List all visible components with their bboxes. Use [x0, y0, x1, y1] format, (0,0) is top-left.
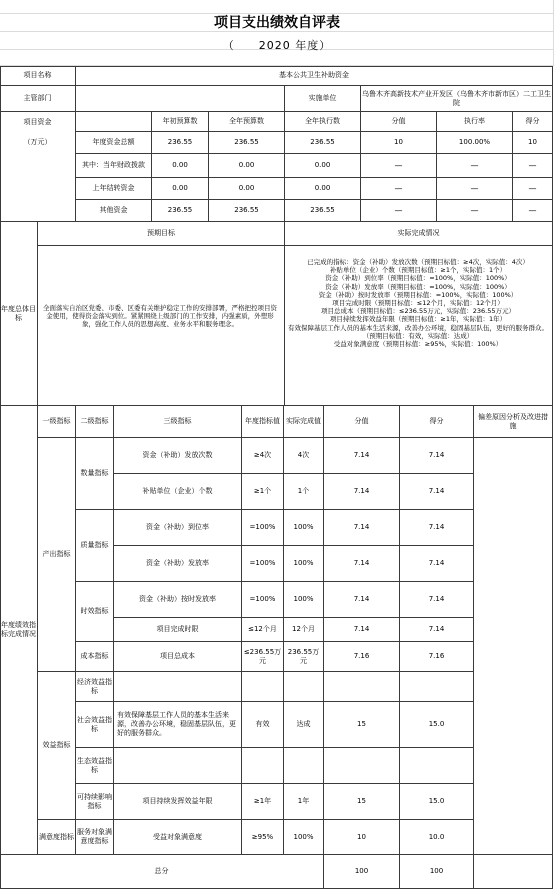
indicator-name: 项目总成本 — [114, 642, 242, 672]
ind-header: 二级指标 — [76, 406, 114, 438]
funds-cell: 10 — [513, 132, 553, 154]
total-label: 总分 — [0, 855, 324, 889]
funds-cell: 0.00 — [152, 178, 209, 200]
indicator-target: ≥1个 — [242, 474, 284, 510]
actual-line: 项目完成时限（预期目标值：≤12个月，实际值：12个月） — [332, 299, 504, 308]
indicator-actual: 100% — [284, 546, 324, 582]
indicator-score: 7.14 — [324, 546, 400, 582]
total-score: 100 — [324, 855, 400, 889]
l2-quality: 质量指标 — [76, 510, 114, 582]
goals-actual-header: 实际完成情况 — [285, 222, 553, 246]
ind-header: 偏差原因分析及改进措施 — [474, 406, 553, 438]
indicator-got: 7.14 — [400, 438, 474, 474]
dept-label: 主管部门 — [0, 86, 76, 112]
indicator-target: =100% — [242, 582, 284, 618]
project-name-label: 项目名称 — [0, 66, 76, 86]
funds-row-label: 其中：当年财政拨款 — [76, 154, 152, 178]
empty-cell — [324, 672, 400, 702]
goals-expected-cell — [38, 246, 285, 406]
indicator-target: 有效 — [242, 702, 284, 748]
indicator-actual: 12个月 — [284, 618, 324, 642]
l1-satisfaction: 满意度指标 — [38, 820, 76, 855]
funds-cell: 236.55 — [285, 132, 361, 154]
funds-row-label: 上年结转资金 — [76, 178, 152, 200]
indicator-score: 7.14 — [324, 474, 400, 510]
indicator-score: 7.14 — [324, 618, 400, 642]
funds-cell: 236.55 — [209, 132, 285, 154]
indicator-score: 15 — [324, 784, 400, 820]
funds-cell: 236.55 — [152, 200, 209, 222]
indicator-target: ≥1年 — [242, 784, 284, 820]
impl-label: 实施单位 — [285, 86, 361, 112]
page-title: 项目支出绩效自评表 — [214, 14, 340, 31]
funds-cell: — — [437, 200, 513, 222]
indicator-actual: 达成 — [284, 702, 324, 748]
indicator-got: 7.14 — [400, 618, 474, 642]
indicator-target: =100% — [242, 510, 284, 546]
indicator-got: 15.0 — [400, 784, 474, 820]
indicator-actual: 100% — [284, 820, 324, 855]
l2-social: 社会效益指标 — [76, 702, 114, 748]
indicator-name: 资金（补助）到位率 — [114, 510, 242, 546]
funds-label: 项目资金 — [0, 112, 76, 132]
funds-cell: 0.00 — [152, 154, 209, 178]
indicator-score: 7.14 — [324, 510, 400, 546]
actual-line: 资金（补助）发放率（预期目标值：=100%，实际值：100%） — [325, 282, 511, 291]
funds-cell: 100.00% — [437, 132, 513, 154]
funds-cell: — — [513, 178, 553, 200]
l2-quantity: 数量指标 — [76, 438, 114, 510]
project-name-value: 基本公共卫生补助资金 — [76, 66, 553, 86]
goals-expected-header: 预期目标 — [38, 222, 285, 246]
funds-col: 执行率 — [437, 112, 513, 132]
funds-col: 年初预算数 — [152, 112, 209, 132]
indicator-got: 7.14 — [400, 546, 474, 582]
dept-value — [76, 86, 285, 112]
indicator-actual: 100% — [284, 582, 324, 618]
funds-cell: 10 — [361, 132, 437, 154]
l1-output: 产出指标 — [38, 438, 76, 672]
actual-line: 补贴单位（企业）个数（预期目标值：≥1个，实际值：1个） — [329, 266, 507, 275]
indicator-name: 补贴单位（企业）个数 — [114, 474, 242, 510]
indicator-target: ≥4次 — [242, 438, 284, 474]
actual-line: 项目持续发挥效益年限（预期目标值：≥1年，实际值：1年） — [329, 315, 507, 324]
indicator-name: 受益对象满意度 — [114, 820, 242, 855]
funds-col: 全年执行数 — [285, 112, 361, 132]
empty-cell — [114, 672, 242, 702]
indicator-actual: 1个 — [284, 474, 324, 510]
funds-cell: — — [361, 154, 437, 178]
indicator-name: 有效保障基层工作人员的基本生活来源，改善办公环境，稳固基层队伍，更好的服务群众。 — [114, 702, 242, 748]
funds-cell: 0.00 — [209, 154, 285, 178]
indicator-name: 项目持续发挥效益年限 — [114, 784, 242, 820]
funds-cell: 0.00 — [285, 154, 361, 178]
indicator-score: 7.16 — [324, 642, 400, 672]
indicator-score: 15 — [324, 702, 400, 748]
indicator-got: 7.14 — [400, 474, 474, 510]
indicator-got: 7.14 — [400, 510, 474, 546]
indicator-got: 7.16 — [400, 642, 474, 672]
funds-col: 得分 — [513, 112, 553, 132]
funds-cell: 236.55 — [152, 132, 209, 154]
funds-cell: — — [361, 200, 437, 222]
l2-sustainable: 可持续影响指标 — [76, 784, 114, 820]
empty-cell — [284, 748, 324, 784]
empty-cell — [284, 672, 324, 702]
actual-line: 已完成的指标：资金（补助）发放次数（预期目标值：≥4次，实际值：4次） — [307, 258, 529, 266]
l2-ecological: 生态效益指标 — [76, 748, 114, 784]
funds-cell: — — [437, 178, 513, 200]
funds-cell: — — [437, 154, 513, 178]
indicator-target: ≤236.55万元 — [242, 642, 284, 672]
indicator-target: =100% — [242, 546, 284, 582]
indicator-got: 15.0 — [400, 702, 474, 748]
l2-timeliness: 时效指标 — [76, 582, 114, 642]
indicator-score: 7.14 — [324, 438, 400, 474]
goals-expected-text: 全面落实自治区党委、市委、区委有关维护稳定工作的安排部署，严格把控项目资金使用，使得资金落实到位。紧紧围绕上级部门的工作安排，内强素质，外塑形象，强化工作人员的思想高度、业务水平和服务理念。 — [43, 304, 277, 329]
l2-economic: 经济效益指标 — [76, 672, 114, 702]
funds-col: 分值 — [361, 112, 437, 132]
funds-row-label: 年度资金总额 — [76, 132, 152, 154]
indicator-actual: 100% — [284, 510, 324, 546]
indicator-actual: 236.55万元 — [284, 642, 324, 672]
ind-header: 实际完成值 — [284, 406, 324, 438]
empty-cell — [242, 748, 284, 784]
ind-header: 分值 — [324, 406, 400, 438]
goals-actual-text — [287, 258, 549, 348]
year-line: （ 2020 年度） — [222, 38, 332, 52]
funds-col: 全年预算数 — [209, 112, 285, 132]
empty-cell — [114, 748, 242, 784]
indicator-target: ≤12个月 — [242, 618, 284, 642]
actual-line: 受益对象满意度（预期目标值：≥95%，实际值：100%） — [333, 340, 503, 349]
actual-line: 项目总成本（预期目标值：≤236.55万元，实际值：236.55万元） — [321, 307, 515, 316]
indicator-section-label: 年度绩效指标完成情况 — [0, 406, 38, 855]
funds-cell: 0.00 — [285, 178, 361, 200]
funds-unit: （万元） — [0, 132, 76, 222]
actual-line: 有效保障基层工作人员的基本生活来源，改善办公环境，稳固基层队伍，更好的服务群众。（预期目标值：有效，实际值：达成） — [288, 323, 548, 340]
empty-cell — [400, 672, 474, 702]
ind-header: 三级指标 — [114, 406, 242, 438]
funds-cell: — — [513, 154, 553, 178]
ind-header: 一级指标 — [38, 406, 76, 438]
funds-cell: 236.55 — [209, 200, 285, 222]
indicator-name: 资金（补助）发放率 — [114, 546, 242, 582]
indicator-name: 资金（补助）按时发放率 — [114, 582, 242, 618]
l2-cost: 成本指标 — [76, 642, 114, 672]
indicator-target: ≥95% — [242, 820, 284, 855]
indicator-name: 项目完成时限 — [114, 618, 242, 642]
indicator-actual: 4次 — [284, 438, 324, 474]
empty-cell — [242, 672, 284, 702]
funds-cell: — — [361, 178, 437, 200]
empty-cell — [400, 748, 474, 784]
indicator-score: 7.14 — [324, 582, 400, 618]
total-note — [474, 855, 553, 889]
goals-label: 年度总体目标 — [0, 222, 38, 406]
total-got: 100 — [400, 855, 474, 889]
actual-line: 资金（补助）按时发放率（预期目标值：=100%，实际值：100%） — [318, 290, 518, 299]
ind-header: 年度指标值 — [242, 406, 284, 438]
indicator-got: 7.14 — [400, 582, 474, 618]
empty-cell — [324, 748, 400, 784]
indicator-score: 10 — [324, 820, 400, 855]
funds-cell: 236.55 — [285, 200, 361, 222]
l2-service-satisfaction: 服务对象满意度指标 — [76, 820, 114, 855]
funds-cell: — — [513, 200, 553, 222]
ind-header: 得分 — [400, 406, 474, 438]
impl-value: 乌鲁木齐高新技术产业开发区（乌鲁木齐市新市区）二工卫生院 — [361, 86, 553, 112]
indicator-name: 资金（补助）发放次数 — [114, 438, 242, 474]
funds-corner — [76, 112, 152, 132]
funds-cell: 0.00 — [209, 178, 285, 200]
deviation-notes — [474, 438, 553, 855]
actual-line: 资金（补助）到位率（预期目标值：=100%，实际值：100%） — [325, 274, 511, 283]
goals-actual-cell — [285, 246, 553, 406]
indicator-actual: 1年 — [284, 784, 324, 820]
funds-row-label: 其他资金 — [76, 200, 152, 222]
l1-benefit: 效益指标 — [38, 672, 76, 820]
indicator-got: 10.0 — [400, 820, 474, 855]
